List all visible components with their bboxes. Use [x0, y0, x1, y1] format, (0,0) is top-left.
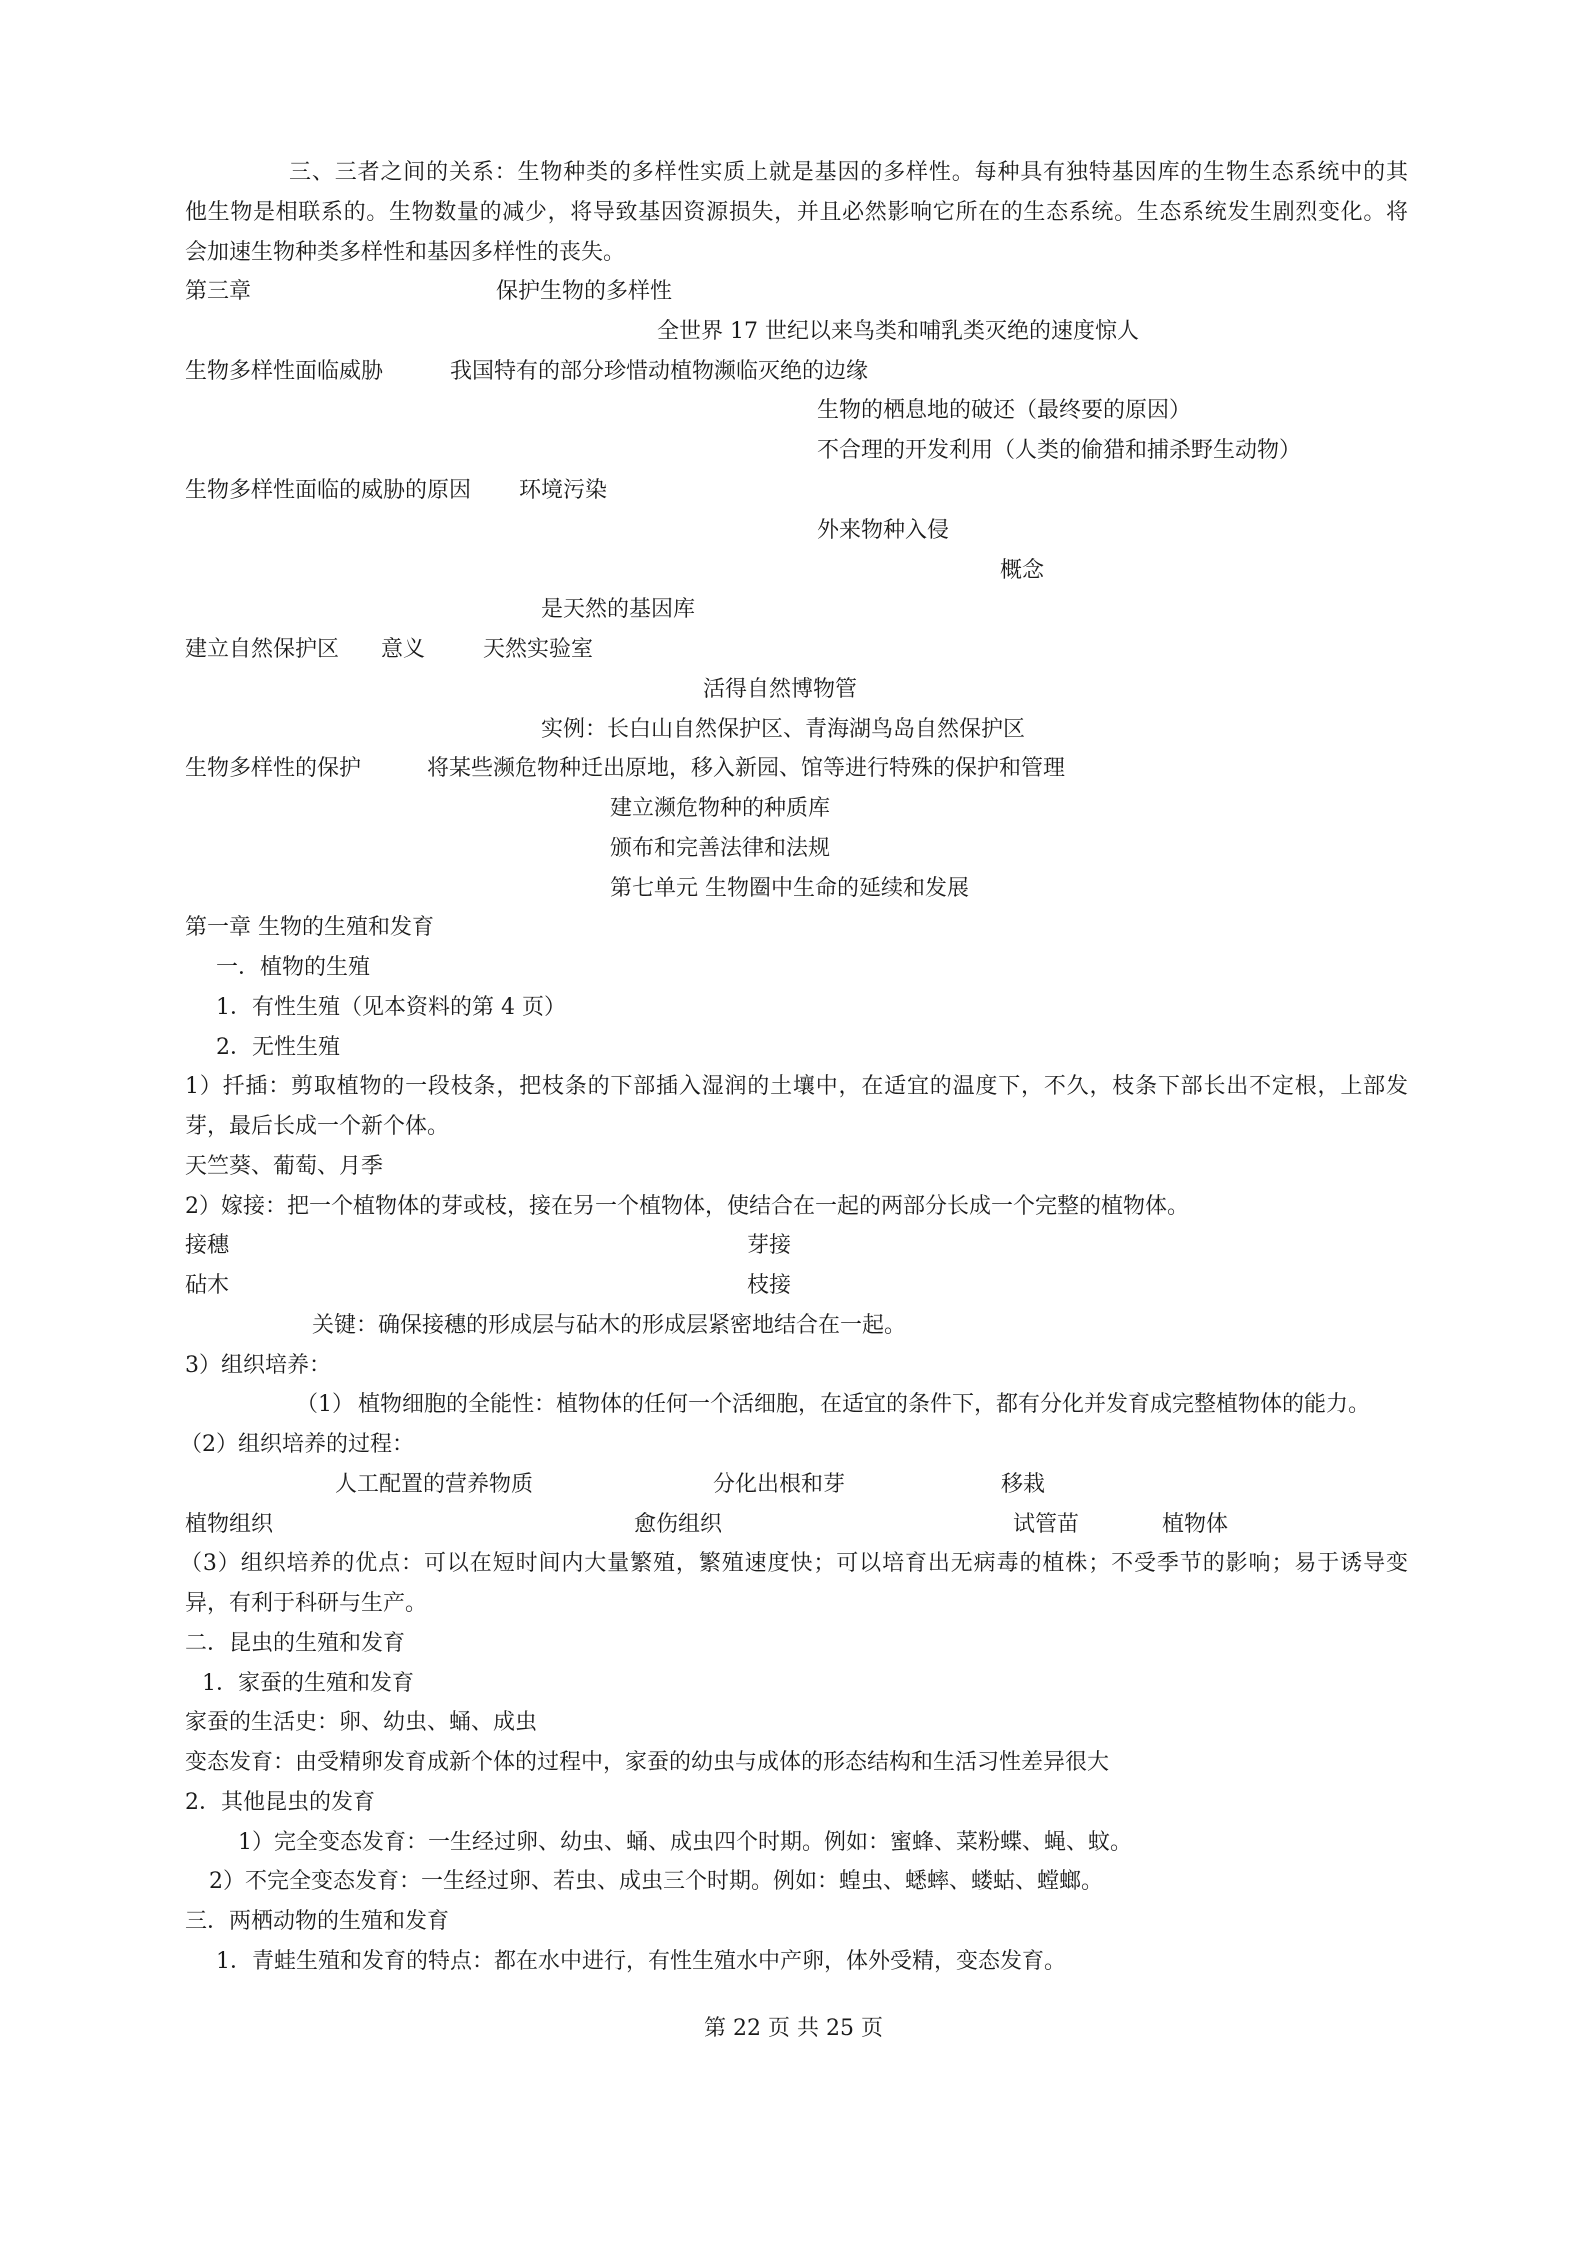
text: 将某些濒危物种迁出原地，移入新园、馆等进行特殊的保护和管理	[427, 756, 1066, 781]
text: 全世界 17 世纪以来鸟类和哺乳类灭绝的速度惊人	[657, 319, 1139, 344]
section-heading	[0, 953, 1587, 983]
text: 接穗	[185, 1233, 230, 1258]
paragraph-line	[0, 1549, 1587, 1579]
subsection-heading	[0, 993, 1587, 1023]
text: 1．青蛙生殖和发育的特点：都在水中进行，有性生殖水中产卵，体外受精，变态发育。	[216, 1949, 1066, 1974]
text: 天然实验室	[483, 637, 594, 662]
text: 3）组织培养：	[185, 1353, 331, 1378]
text: 外来物种入侵	[817, 518, 950, 543]
outline-line	[0, 635, 1587, 665]
text: 活得自然博物管	[703, 677, 858, 702]
text: 枝接	[747, 1273, 792, 1298]
text: 颁布和完善法律和法规	[610, 836, 831, 861]
text: 概念	[1000, 558, 1045, 583]
text: 他生物是相联系的。生物数量的减少，将导致基因资源损失，并且必然影响它所在的生态系统。生态系统发生剧烈变化。将	[185, 200, 1408, 225]
text: 1）扦插：剪取植物的一段枝条，把枝条的下部插入湿润的土壤中，在适宜的温度下，不久，枝条下部长出不定根，上部发	[185, 1074, 1408, 1099]
text: （1）	[296, 1392, 354, 1417]
paragraph-line	[0, 1351, 1587, 1381]
paragraph-line	[0, 1828, 1587, 1858]
outline-line	[0, 476, 1587, 506]
outline-line	[0, 436, 1587, 466]
text: 家蚕的生活史：卵、幼虫、蛹、成虫	[185, 1710, 538, 1735]
paragraph-line	[0, 1748, 1587, 1778]
text: 变态发育：由受精卵发育成新个体的过程中，家蚕的幼虫与成体的形态结构和生活习性差异很大	[185, 1750, 1110, 1775]
text: 我国特有的部分珍惜动植物濒临灭绝的边缘	[450, 359, 869, 384]
text: 移栽	[1001, 1472, 1046, 1497]
outline-line	[0, 715, 1587, 745]
paragraph-line	[0, 1152, 1587, 1182]
text: 生物多样性面临的威胁的原因	[185, 478, 472, 503]
text: 1．有性生殖（见本资料的第 4 页）	[216, 995, 566, 1020]
process-diagram-stages	[0, 1510, 1587, 1540]
text: 第三章	[185, 279, 252, 304]
paragraph-line	[0, 198, 1587, 228]
subsection-heading	[0, 1669, 1587, 1699]
text: （2）组织培养的过程：	[180, 1432, 414, 1457]
text: 生物多样性面临威胁	[185, 359, 384, 384]
process-diagram-labels	[0, 1470, 1587, 1500]
text: 砧木	[185, 1273, 230, 1298]
paragraph-line	[0, 158, 1587, 188]
paragraph-line	[0, 238, 1587, 268]
text: 意义	[381, 637, 426, 662]
text: 芽，最后长成一个新个体。	[185, 1114, 450, 1139]
text: 1．家蚕的生殖和发育	[202, 1671, 414, 1696]
text: 一．植物的生殖	[216, 955, 371, 980]
text: 人工配置的营养物质	[335, 1472, 534, 1497]
paragraph-line	[0, 1947, 1587, 1977]
section-heading	[0, 1907, 1587, 1937]
text: 2）不完全变态发育：一生经过卵、若虫、成虫三个时期。例如：蝗虫、蟋蟀、蝼蛄、螳螂。	[209, 1869, 1104, 1894]
outline-line	[0, 794, 1587, 824]
text: 建立自然保护区	[185, 637, 340, 662]
text: 2）嫁接：把一个植物体的芽或枝，接在另一个植物体，使结合在一起的两部分长成一个完整的植物体。	[185, 1194, 1190, 1219]
paragraph-line	[0, 1708, 1587, 1738]
text: 植物组织	[185, 1512, 274, 1537]
text: 实例：长白山自然保护区、青海湖鸟岛自然保护区	[541, 717, 1026, 742]
chapter-heading	[0, 277, 1587, 307]
text: 1）完全变态发育：一生经过卵、幼虫、蛹、成虫四个时期。例如：蜜蜂、菜粉蝶、蝇、蚊。	[238, 1830, 1133, 1855]
text: 植物细胞的全能性：植物体的任何一个活细胞，在适宜的条件下，都有分化并发育成完整植物体的能力。	[358, 1392, 1371, 1417]
text: 植物体	[1162, 1512, 1229, 1537]
outline-line	[0, 754, 1587, 784]
outline-line	[0, 556, 1587, 586]
text: 分化出根和芽	[713, 1472, 846, 1497]
outline-line	[0, 595, 1587, 625]
paragraph-line	[0, 1589, 1587, 1619]
page-number-footer: 第 22 页 共 25 页	[704, 2016, 883, 2041]
outline-line	[0, 1271, 1587, 1301]
text: 芽接	[747, 1233, 792, 1258]
paragraph-line	[0, 1072, 1587, 1102]
text: 天竺葵、葡萄、月季	[185, 1154, 384, 1179]
paragraph-line	[0, 1390, 1587, 1420]
paragraph-line	[0, 1311, 1587, 1341]
outline-line	[0, 396, 1587, 426]
text: （3）组织培养的优点：可以在短时间内大量繁殖，繁殖速度快；可以培育出无病毒的植株；不受季节的影响；易于诱导变	[180, 1551, 1408, 1576]
paragraph-line	[0, 1192, 1587, 1222]
text: 试管苗	[1013, 1512, 1080, 1537]
text: 第七单元 生物圈中生命的延续和发展	[610, 876, 969, 901]
text: 愈伤组织	[634, 1512, 723, 1537]
text: 环境污染	[519, 478, 608, 503]
subsection-heading	[0, 1033, 1587, 1063]
text: 异，有利于科研与生产。	[185, 1591, 428, 1616]
text: 二．昆虫的生殖和发育	[185, 1631, 406, 1656]
outline-line	[0, 516, 1587, 546]
text: 不合理的开发利用（人类的偷猎和捕杀野生动物）	[817, 438, 1302, 463]
outline-line	[0, 357, 1587, 387]
text: 是天然的基因库	[541, 597, 696, 622]
text: 第一章 生物的生殖和发育	[185, 915, 434, 940]
text: 保护生物的多样性	[496, 279, 673, 304]
text: 关键：确保接穗的形成层与砧木的形成层紧密地结合在一起。	[312, 1313, 907, 1338]
section-heading	[0, 1629, 1587, 1659]
text: 生物多样性的保护	[185, 756, 362, 781]
outline-line	[0, 834, 1587, 864]
outline-line	[0, 317, 1587, 347]
text: 会加速生物种类多样性和基因多样性的丧失。	[185, 240, 626, 265]
outline-line	[0, 675, 1587, 705]
text: 生物的栖息地的破还（最终要的原因）	[817, 398, 1192, 423]
text: 三．两栖动物的生殖和发育	[185, 1909, 450, 1934]
unit-heading	[0, 874, 1587, 904]
text: 建立濒危物种的种质库	[610, 796, 831, 821]
outline-line	[0, 1231, 1587, 1261]
paragraph-line	[0, 1112, 1587, 1142]
paragraph-line	[0, 1430, 1587, 1460]
text: 三、三者之间的关系：生物种类的多样性实质上就是基因的多样性。每种具有独特基因库的生物生态系统中的其	[289, 160, 1408, 185]
chapter-heading	[0, 913, 1587, 943]
subsection-heading	[0, 1788, 1587, 1818]
text: 2．无性生殖	[216, 1035, 340, 1060]
text: 2．其他昆虫的发育	[185, 1790, 375, 1815]
paragraph-line	[0, 1867, 1587, 1897]
